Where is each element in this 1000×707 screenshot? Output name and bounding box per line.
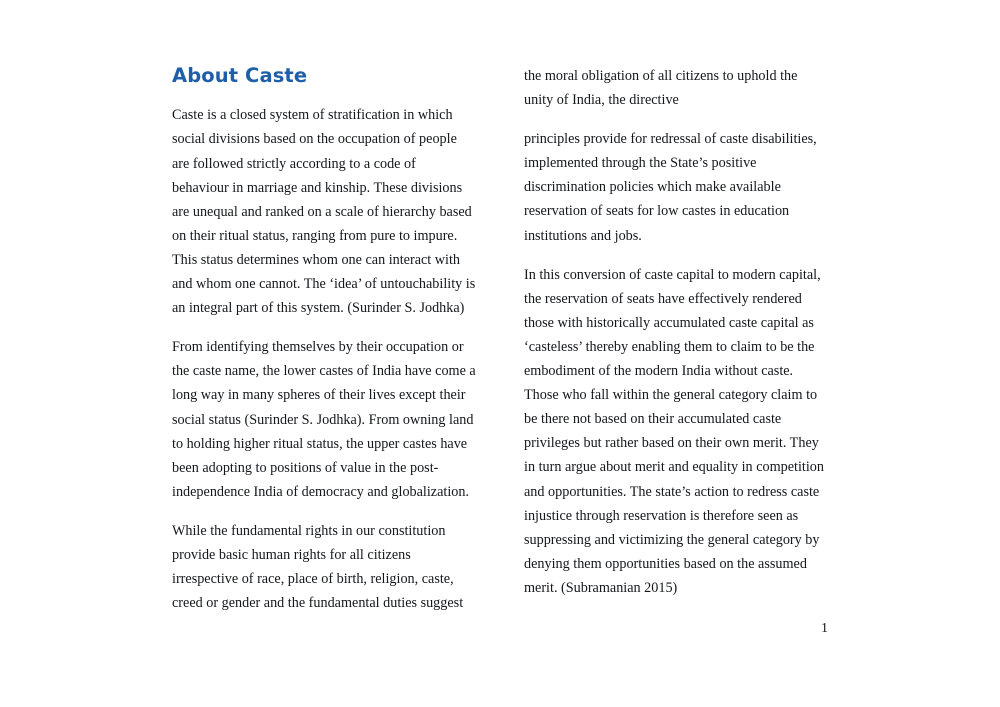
paragraph: principles provide for redressal of caste disabilities, implemented through the State’s positive discrimination policies which make available reservation of seats for low castes in education institutions and jobs. (524, 131, 817, 244)
page-title: About Caste (172, 64, 308, 87)
paragraph: From identifying themselves by their occupation or the caste name, the lower castes of India have come a long way in many spheres of their lives except their social status (Surinder S. Jodhka). From owning land to holding higher ritual status, the upper castes have been adopting to positions of value in the post-independence India of democracy and globalization. (172, 339, 476, 500)
paragraph: Caste is a closed system of stratification in which social divisions based on the occupation of people are followed strictly according to a code of behaviour in marriage and kinship. These divisions are unequal and ranked on a scale of hierarchy based on their ritual status, ranging from pure to impure. This status determines whom one can interact with and whom one cannot. The ‘idea’ of untouchability is an integral part of this system. (Surinder S. Jodhka) (172, 107, 476, 317)
paragraph: While the fundamental rights in our constitution provide basic human rights for all citizens irrespective of race, place of birth, religion, caste, creed or gender and the fundamental duties suggest the moral obligation of all citizens to uphold the unity of India, the directive (172, 68, 798, 612)
paragraph: In this conversion of caste capital to modern capital, the reservation of seats have effectively rendered those with historically accumulated caste capital as ‘casteless’ thereby enabling them to claim to be the embodiment of the modern India without caste. Those who fall within the general category claim to be there not based on their accumulated caste privileges but rather based on their own merit. They in turn argue about merit and equality in competition and opportunities. The state’s action to redress caste injustice through reservation is therefore seen as suppressing and victimizing the general category by denying them opportunities based on the assumed merit. (Subramanian 2015) (524, 266, 824, 596)
page-number: 1 (821, 621, 828, 636)
article-body (172, 64, 828, 624)
